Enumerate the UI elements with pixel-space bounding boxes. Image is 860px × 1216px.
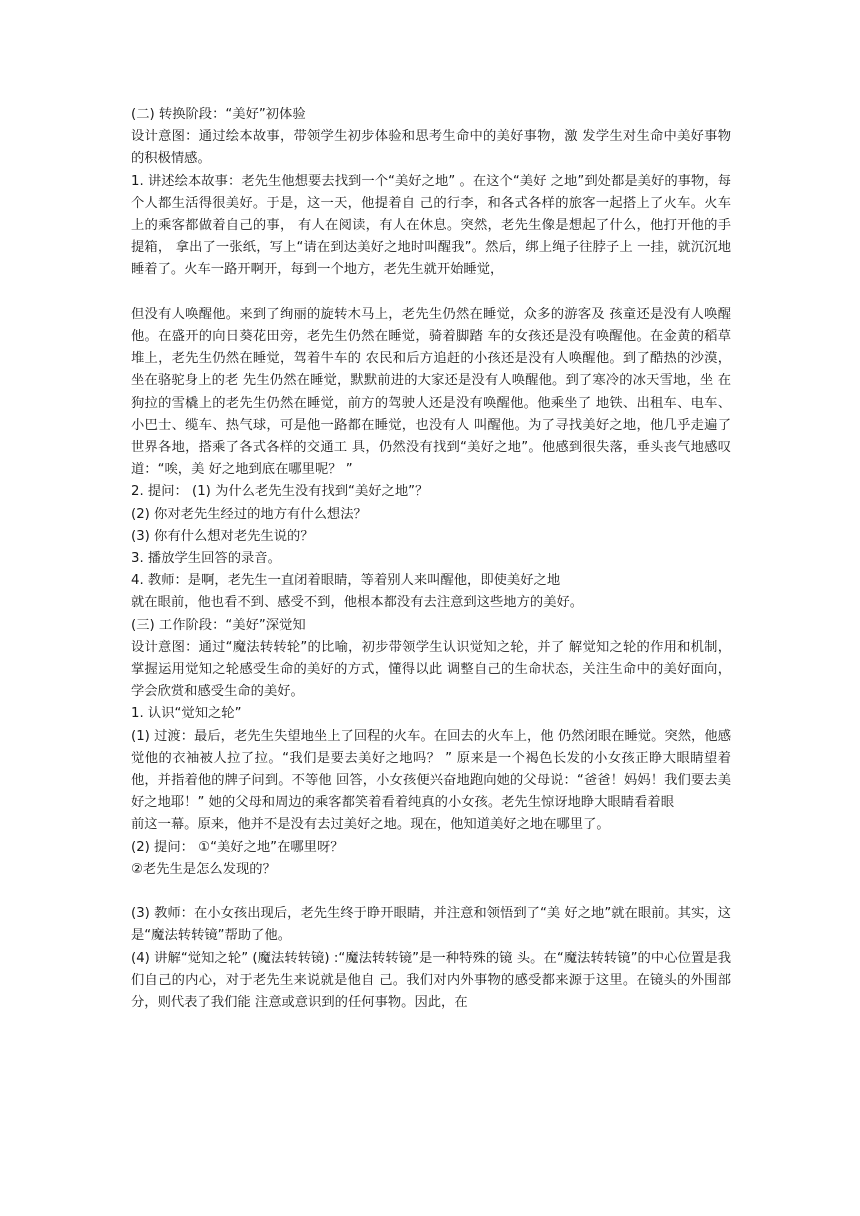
- paragraph: (3) 教师：在小女孩出现后，老先生终于睁开眼睛，并注意和领悟到了“美 好之地”就在眼前。其实，这是“魔法转转镜”帮助了他。: [131, 906, 731, 944]
- paragraph: ②老先生是怎么发现的？: [131, 861, 276, 877]
- paragraph: (2) 提问： ①“美好之地”在哪里呀？: [131, 839, 344, 855]
- blank-line: [131, 881, 731, 903]
- paragraph: (三) 工作阶段：“美好”深觉知: [131, 617, 306, 633]
- paragraph: (4) 讲解“觉知之轮” (魔法转转镜) :“魔法转转镜”是一种特殊的镜 头。在“魔法转转镜”的中心位置是我们自己的内心，对于老先生来说就是他自 己。我们对内外事物的感受都来源于这里。在镜头的外围部分，则代表了我们能 注意或意识到的任何事物。因此，在: [131, 950, 731, 1011]
- paragraph: 4. 教师：是啊，老先生一直闭着眼睛，等着别人来叫醒他，即使美好之地: [131, 573, 561, 589]
- paragraph: 2. 提问： (1) 为什么老先生没有找到“美好之地”？: [131, 484, 429, 500]
- paragraph: 设计意图：通过绘本故事，带领学生初步体验和思考生命中的美好事物，激 发学生对生命中美好事物的积极情感。: [131, 129, 731, 167]
- paragraph: (3) 你有什么想对老先生说的？: [131, 528, 314, 544]
- paragraph: (1) 过渡：最后，老先生失望地坐上了回程的火车。在回去的火车上，他 仍然闭眼在睡觉。突然，他感觉他的衣袖被人拉了拉。“我们是要去美好之地吗？ ” 原来是一个褐色长发的小女孩正睁大眼睛望着他，并指着他的牌子问到。不等他 回答，小女孩便兴奋地跑向她的父母说：“爸爸！妈妈！我们要去美好之地耶！” 她的父母和周边的乘客都笑着看着纯真的小女孩。老先生惊讶地睁大眼睛看着眼: [131, 728, 731, 811]
- paragraph: 1. 讲述绘本故事：老先生他想要去找到一个“美好之地” 。在这个“美好 之地”到处都是美好的事物，每个人都生活得很美好。于是，这一天，他提着自 己的行李，和各式各样的旅客一起搭上了火车。火车上的乘客都做着自己的事， 有人在阅读，有人在休息。突然，老先生像是想起了什么，他打开他的手提箱， 拿出了一张纸，写上“请在到达美好之地时叫醒我”。然后，绑上绳子往脖子上 一挂，就沉沉地睡着了。火车一路开啊开，每到一个地方，老先生就开始睡觉，: [131, 173, 731, 278]
- paragraph: 前这一幕。原来，他并不是没有去过美好之地。现在，他知道美好之地在哪里了。: [131, 817, 610, 833]
- paragraph: 1. 认识“觉知之轮”: [131, 706, 242, 722]
- paragraph: 但没有人唤醒他。来到了绚丽的旋转木马上，老先生仍然在睡觉，众多的游客及 孩童还是没有人唤醒他。在盛开的向日葵花田旁，老先生仍然在睡觉，骑着脚踏 车的女孩还是没有唤醒他。在金黄的稻草堆上，老先生仍然在睡觉，驾着牛车的 农民和后方追赶的小孩还是没有人唤醒他。到了酷热的沙漠，坐在骆驼身上的老 先生仍然在睡觉，默默前进的大家还是没有人唤醒他。到了寒冷的冰天雪地，坐 在狗拉的雪橇上的老先生仍然在睡觉，前方的驾驶人还是没有唤醒他。他乘坐了 地铁、出租车、电车、小巴士、缆车、热气球，可是他一路都在睡觉，也没有人 叫醒他。为了寻找美好之地，他几乎走遍了世界各地，搭乘了各式各样的交通工 具，仍然没有找到“美好之地”。他感到很失落，垂头丧气地感叹道：“唉，美 好之地到底在哪里呢？ ”: [131, 306, 731, 478]
- paragraph: 就在眼前，他也看不到、感受不到，他根本都没有去注意到这些地方的美好。: [131, 595, 584, 611]
- paragraph: 3. 播放学生回答的录音。: [131, 551, 281, 567]
- document-body: [131, 104, 731, 1014]
- paragraph: (2) 你对老先生经过的地方有什么想法？: [131, 506, 367, 522]
- paragraph: (二) 转换阶段：“美好”初体验: [131, 107, 306, 122]
- paragraph: 设计意图：通过“魔法转转轮”的比喻，初步带领学生认识觉知之轮，并了 解觉知之轮的作用和机制，掌握运用觉知之轮感受生命的美好的方式，懂得以此 调整自己的生命状态，关注生命中的美好面向，学会欣赏和感受生命的美好。: [131, 639, 731, 700]
- blank-line: [131, 282, 731, 304]
